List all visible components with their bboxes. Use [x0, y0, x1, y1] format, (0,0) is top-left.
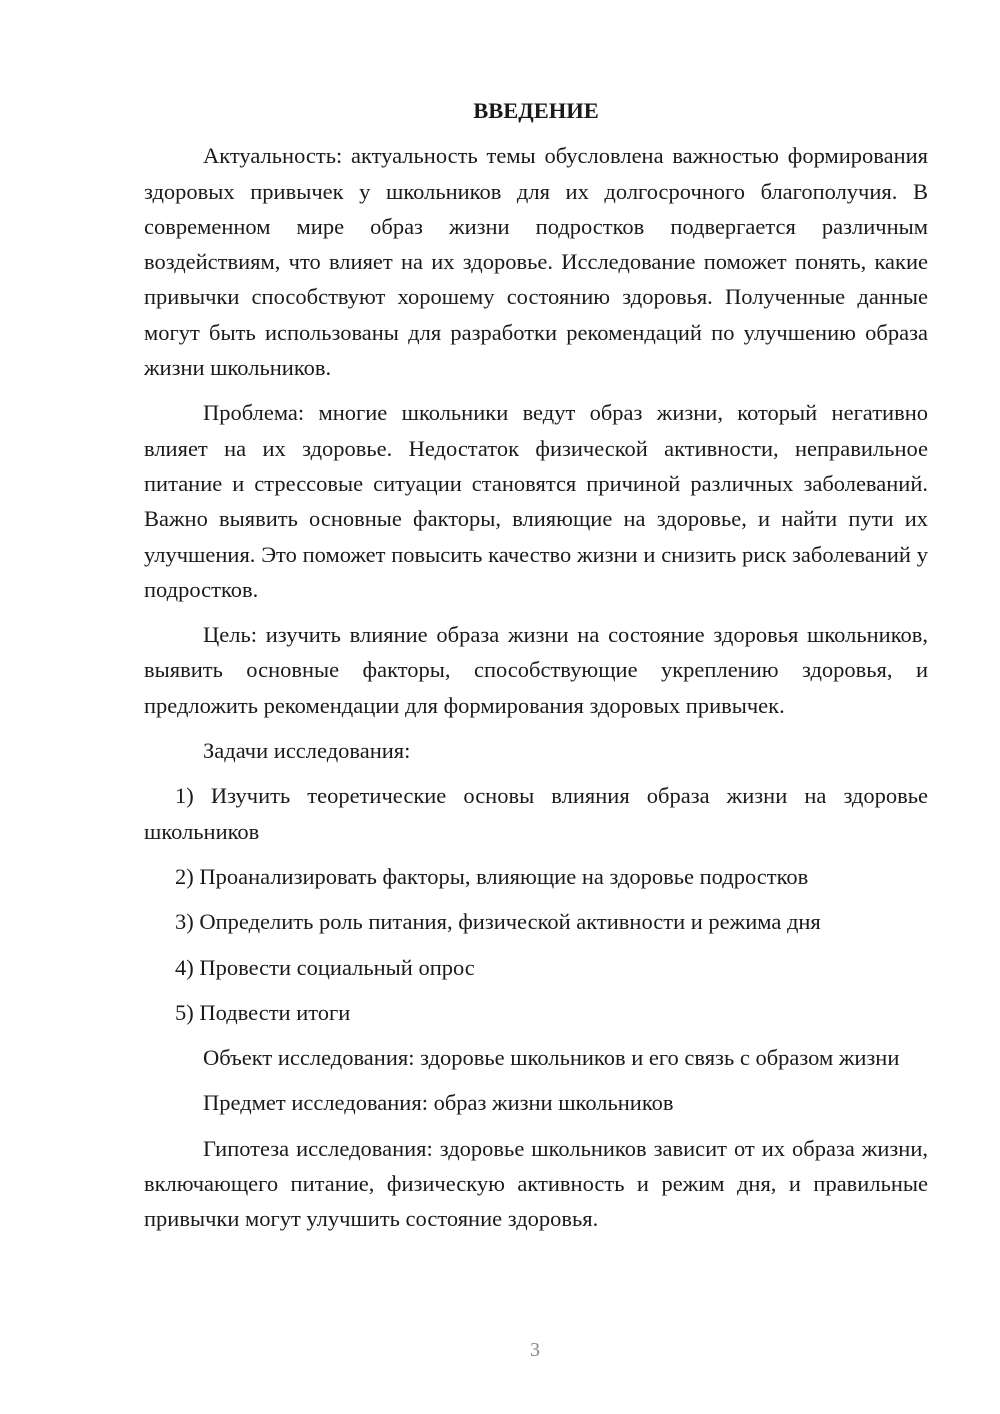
section-title: ВВЕДЕНИЕ — [473, 98, 599, 123]
paragraph-object: Объект исследования: здоровье школьников и его связь с образом жизни — [203, 1045, 900, 1071]
page-number: 3 — [530, 1339, 540, 1361]
task-item: 3) Определить роль питания, физической активности и режима дня — [175, 909, 821, 935]
page-content — [144, 93, 928, 1247]
paragraph-relevance: Актуальность: актуальность темы обусловлена важностью формирования здоровых привычек у школьников для их долгосрочного благополучия. В современном мире образ жизни подростков подвергается различным воздействиям, что влияет на их здоровье. Исследование поможет понять, какие привычки способствуют хорошему состоянию здоровья. Полученные данные могут быть использованы для разработки рекомендаций по улучшению образа жизни школьников. — [144, 143, 928, 381]
paragraph-problem: Проблема: многие школьники ведут образ жизни, который негативно влияет на их здоровье. Недостаток физической активности, неправильное питание и стрессовые ситуации становятся причиной различных заболеваний. Важно выявить основные факторы, влияющие на здоровье, и найти пути их улучшения. Это поможет повысить качество жизни и снизить риск заболеваний у подростков. — [144, 400, 928, 602]
task-item: 2) Проанализировать факторы, влияющие на здоровье подростков — [175, 863, 809, 889]
paragraph-hypothesis: Гипотеза исследования: здоровье школьников зависит от их образа жизни, включающего питание, физическую активность и режим дня, и правильные привычки могут улучшить состояние здоровья. — [144, 1135, 928, 1232]
tasks-heading: Задачи исследования: — [203, 738, 411, 764]
task-item: 4) Провести социальный опрос — [175, 954, 475, 980]
task-item: 1) Изучить теоретические основы влияния образа жизни на здоровье школьников — [144, 783, 928, 844]
paragraph-subject: Предмет исследования: образ жизни школьников — [203, 1090, 674, 1116]
task-item: 5) Подвести итоги — [175, 999, 351, 1025]
paragraph-goal: Цель: изучить влияние образа жизни на состояние здоровья школьников, выявить основные факторы, способствующие укреплению здоровья, и предложить рекомендации для формирования здоровых привычек. — [144, 622, 928, 718]
